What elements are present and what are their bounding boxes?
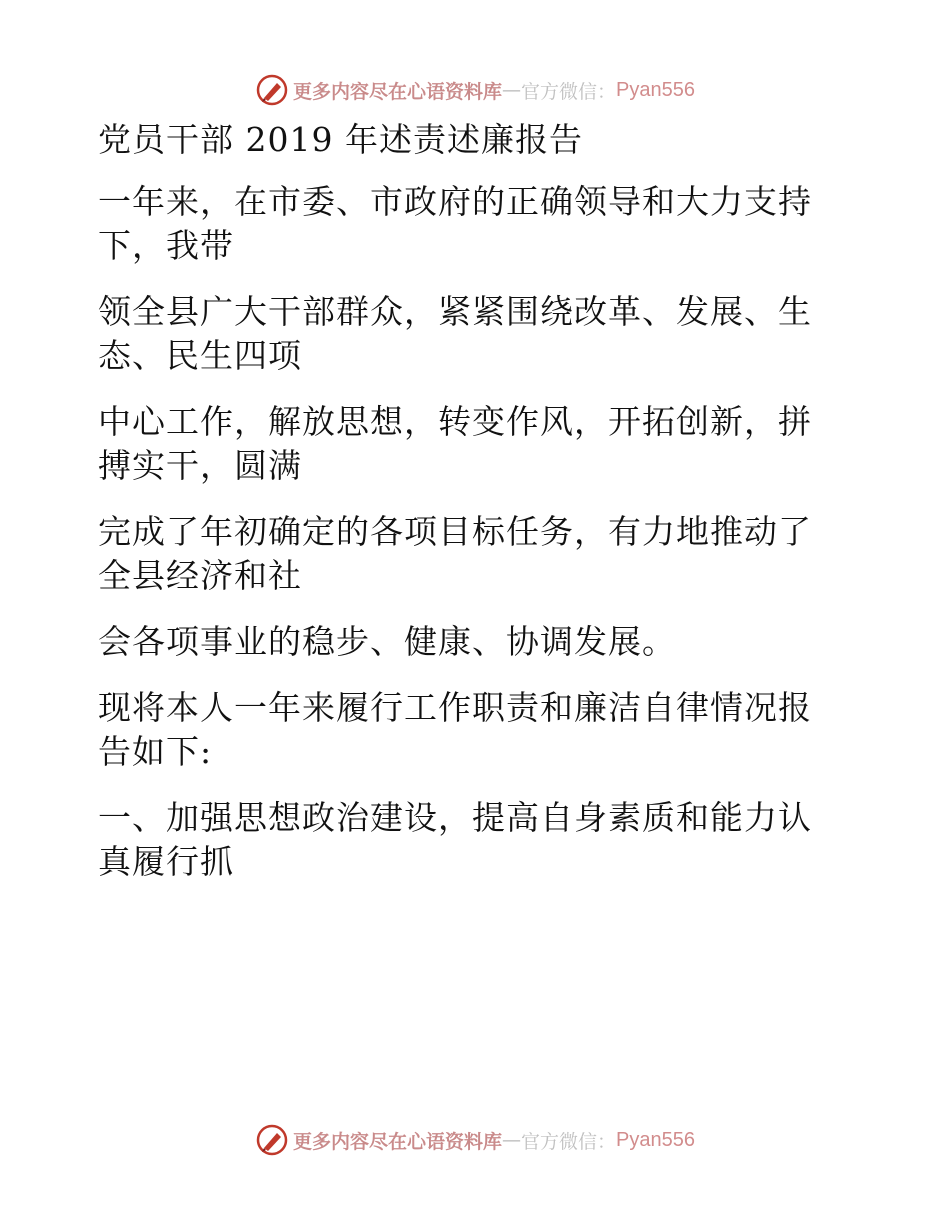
watermark-dash: — <box>502 79 522 101</box>
watermark-brand: 更多内容尽在心语资料库 <box>293 80 503 103</box>
text-line: 现将本人一年来履行工作职责和廉洁自律情况报 <box>98 688 812 727</box>
paragraph <box>98 620 838 664</box>
text-line: 下，我带 <box>98 226 234 265</box>
watermark-contact-label: 官方微信： <box>521 1130 617 1153</box>
pen-nib-icon <box>255 73 289 107</box>
paragraph <box>98 510 838 598</box>
text-line: 中心工作，解放思想，转变作风，开拓创新，拼 <box>98 402 812 441</box>
watermark-dash: — <box>502 1129 522 1151</box>
watermark-contact-label: 官方微信： <box>521 80 617 103</box>
text-line: 完成了年初确定的各项目标任务，有力地推动了 <box>98 512 812 551</box>
document-body <box>98 118 838 906</box>
text-line: 领全县广大干部群众，紧紧围绕改革、发展、生 <box>98 292 812 331</box>
text-line: 一年来，在市委、市政府的正确领导和大力支持 <box>98 182 812 221</box>
watermark-contact-id: Pyan556 <box>616 1128 695 1151</box>
text-line: 态、民生四项 <box>98 336 302 375</box>
document-title: 党员干部 2019 年述责述廉报告 <box>98 120 583 159</box>
paragraph <box>98 400 838 488</box>
text-line: 真履行抓 <box>98 842 234 881</box>
text-line: 一、加强思想政治建设，提高自身素质和能力认 <box>98 798 812 837</box>
text-line: 会各项事业的稳步、健康、协调发展。 <box>98 622 676 661</box>
paragraph <box>98 686 838 774</box>
watermark-brand: 更多内容尽在心语资料库 <box>293 1130 503 1153</box>
paragraph <box>98 290 838 378</box>
text-line: 搏实干，圆满 <box>98 446 302 485</box>
header-watermark <box>0 70 950 110</box>
pen-nib-icon <box>255 1123 289 1157</box>
paragraph <box>98 180 838 268</box>
text-line: 告如下: <box>98 732 213 771</box>
text-line: 全县经济和社 <box>98 556 302 595</box>
paragraph <box>98 796 838 884</box>
watermark-contact-id: Pyan556 <box>616 78 695 101</box>
footer-watermark <box>0 1120 950 1160</box>
